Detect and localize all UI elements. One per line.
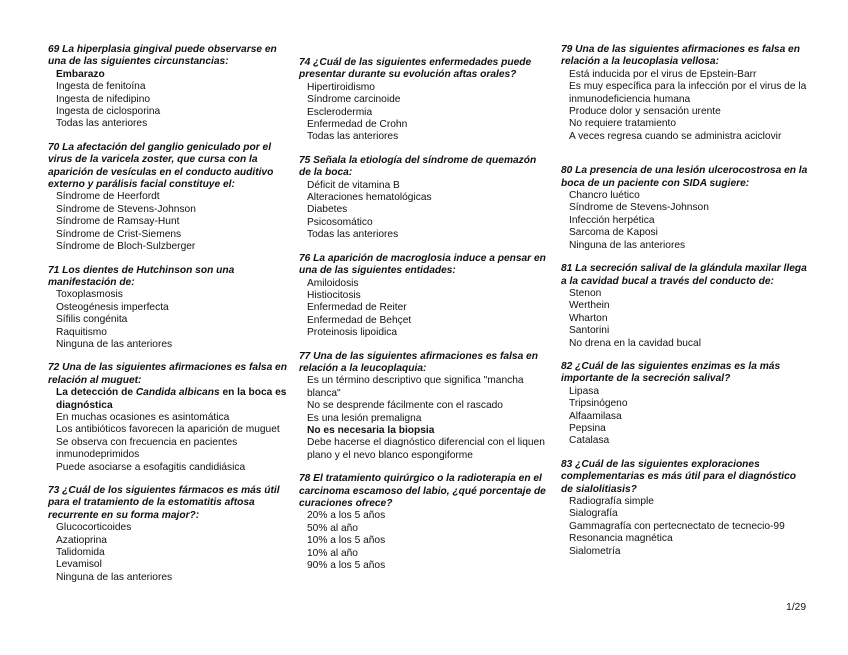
option: Proteinosis lipoidica (307, 327, 398, 339)
option: Pepsina (569, 422, 606, 434)
option: Sífilis congénita (56, 314, 128, 326)
column-2 (299, 57, 549, 583)
option: Síndrome carcinoide (307, 94, 401, 106)
species-name: Candida albicans (135, 387, 220, 399)
question-81 (561, 263, 809, 350)
question-76 (299, 253, 549, 340)
option: Glucocorticoides (56, 522, 132, 534)
option: Ingesta de fenitoína (56, 81, 146, 93)
question-78 (299, 473, 549, 572)
option: A veces regresa cuando se administra aciclovir (569, 130, 782, 142)
option: Sialometría (569, 545, 621, 557)
question-74 (299, 57, 549, 144)
question-title: 82 ¿Cuál de las siguientes enzimas es la más importante de la secreción salival? (561, 360, 781, 385)
option: Déficit de vitamina B (307, 179, 400, 191)
option: Es muy específica para la infección por el virus de la inmunodeficiencia humana (569, 81, 807, 105)
question-title: 77 Una de las siguientes afirmaciones es falsa en relación a la leucoplaquia: (299, 350, 538, 374)
option: No requiere tratamiento (569, 118, 677, 130)
option: Síndrome de Heerfordt (56, 191, 160, 203)
question-82 (561, 361, 809, 448)
option: Ninguna de las anteriores (56, 571, 173, 583)
option: Amiloidosis (307, 277, 359, 289)
question-title: 71 Los dientes de Hutchinson son una manifestación de: (48, 264, 235, 288)
option: Es un término descriptivo que significa "mancha blanca" (307, 375, 524, 399)
question-79 (561, 44, 809, 143)
option: Todas las anteriores (56, 118, 148, 130)
question-77 (299, 351, 549, 463)
option: Wharton (569, 312, 608, 324)
option: Alteraciones hematológicas (307, 192, 432, 204)
option-candida: La detección de Candida albicans en la boca es diagnóstica (56, 387, 287, 411)
option: Stenon (569, 287, 602, 299)
option: Toxoplasmosis (56, 289, 123, 301)
option: 10% al año (307, 547, 358, 559)
option: Chancro luético (569, 190, 640, 202)
option: Sialografía (569, 508, 618, 520)
column-1 (48, 44, 290, 595)
option: Tripsinógeno (569, 398, 628, 410)
option: Alfaamilasa (569, 410, 622, 422)
option: Ingesta de ciclosporina (56, 106, 161, 118)
option: Ingesta de nifedipino (56, 93, 151, 105)
option: Catalasa (569, 435, 610, 447)
question-title: 75 Señala la etiología del síndrome de quemazón de la boca: (299, 154, 537, 179)
option: Síndrome de Ramsay-Hunt (56, 216, 180, 228)
option: No es necesaria la biopsia (307, 424, 435, 436)
question-title: 70 La afectación del ganglio geniculado por el virus de la varicela zoster, que cursa con la aparición de vesículas en el conducto auditivo externo y parálisis facial constituye el: (48, 141, 274, 191)
question-83 (561, 459, 809, 558)
question-70 (48, 142, 290, 254)
option: Los antibióticos favorecen la aparición de muguet (56, 424, 280, 436)
question-71 (48, 265, 290, 352)
question-72 (48, 362, 290, 474)
option: Radiografía simple (569, 496, 654, 507)
option: Hipertiroidismo (307, 81, 375, 93)
question-73 (48, 485, 290, 584)
option: Enfermedad de Behçet (307, 314, 412, 326)
option: Raquitismo (56, 326, 107, 338)
option: Síndrome de Crist-Siemens (56, 228, 182, 240)
question-title: 80 La presencia de una lesión ulcerocostrosa en la boca de un paciente con SIDA sugiere: (561, 165, 808, 189)
option: Síndrome de Stevens-Johnson (569, 202, 709, 214)
option: Psicosomático (307, 216, 373, 228)
option: Histiocitosis (307, 289, 361, 301)
option: Levamisol (56, 559, 102, 571)
option: 20% a los 5 años (307, 510, 386, 522)
question-title: 76 La aparición de macroglosia induce a pensar en una de las siguientes entidades: (299, 252, 546, 277)
option: Sarcoma de Kaposi (569, 227, 658, 239)
option: No se desprende fácilmente con el rascado (307, 400, 503, 412)
option: Osteogénesis imperfecta (56, 301, 169, 313)
question-80 (561, 165, 809, 252)
option: Embarazo (56, 68, 105, 80)
option: En muchas ocasiones es asintomática (56, 411, 230, 423)
option: Santorini (569, 325, 610, 337)
option: 50% al año (307, 522, 358, 534)
question-75 (299, 155, 549, 242)
option: Azatioprina (56, 534, 107, 546)
option: Ninguna de las anteriores (56, 338, 173, 350)
question-title: 69 La hiperplasia gingival puede observarse en una de las siguientes circunstancias: (48, 44, 277, 68)
option: Está inducida por el virus de Epstein-Barr (569, 68, 757, 80)
option: Produce dolor y sensación urente (569, 106, 721, 118)
question-title: 78 El tratamiento quirúrgico o la radioterapia en el carcinoma escamoso del labio, ¿qué porcentaje de curaciones ofrece? (299, 473, 546, 509)
question-title: 83 ¿Cuál de las siguientes exploraciones complementarias es más útil para el diagnóstico de sialolitiasis? (561, 458, 796, 495)
option: Werthein (569, 300, 610, 312)
option: Todas las anteriores (307, 229, 399, 241)
option: Infección herpética (569, 214, 655, 226)
option: Ninguna de las anteriores (569, 239, 686, 251)
option: No drena en la cavidad bucal (569, 337, 701, 349)
question-title: 81 La secreción salival de la glándula maxilar llega a la cavidad bucal a través del conducto de: (561, 263, 807, 287)
option: Enfermedad de Reiter (307, 302, 407, 314)
option: Síndrome de Bloch-Sulzberger (56, 241, 196, 253)
option: Síndrome de Stevens-Johnson (56, 203, 196, 215)
question-title: 73 ¿Cuál de los siguientes fármacos es más útil para el tratamiento de la estomatitis aftosa recurrente en su forma major?: (48, 485, 280, 521)
option: 10% a los 5 años (307, 535, 386, 547)
question-title: 72 Una de las siguientes afirmaciones es falsa en relación al muguet: (48, 362, 287, 386)
option: Talidomida (56, 547, 105, 559)
option: 90% a los 5 años (307, 560, 386, 572)
option: Diabetes (307, 204, 348, 216)
page-number: 1/29 (786, 602, 806, 613)
option: Resonancia magnética (569, 533, 673, 545)
question-69 (48, 44, 290, 131)
column-3 (561, 44, 809, 569)
option: Puede asociarse a esofagitis candidiásica (56, 461, 246, 473)
question-title: 79 Una de las siguientes afirmaciones es falsa en relación a la leucoplasia vellosa: (561, 44, 800, 68)
option: Todas las anteriores (307, 131, 399, 143)
option: Gammagrafía con pertecnectato de tecnecio-99 (569, 520, 785, 532)
question-title: 74 ¿Cuál de las siguientes enfermedades puede presentar durante su evolución aftas orales? (299, 57, 532, 81)
option: Debe hacerse el diagnóstico diferencial con el liquen plano y el nevo blanco espongiforme (307, 437, 545, 461)
option: Es una lesión premaligna (307, 412, 422, 424)
option: Esclerodermia (307, 106, 373, 118)
option: Lipasa (569, 385, 600, 397)
option: Enfermedad de Crohn (307, 119, 408, 131)
option: Se observa con frecuencia en pacientes inmunodeprimidos (56, 436, 238, 461)
